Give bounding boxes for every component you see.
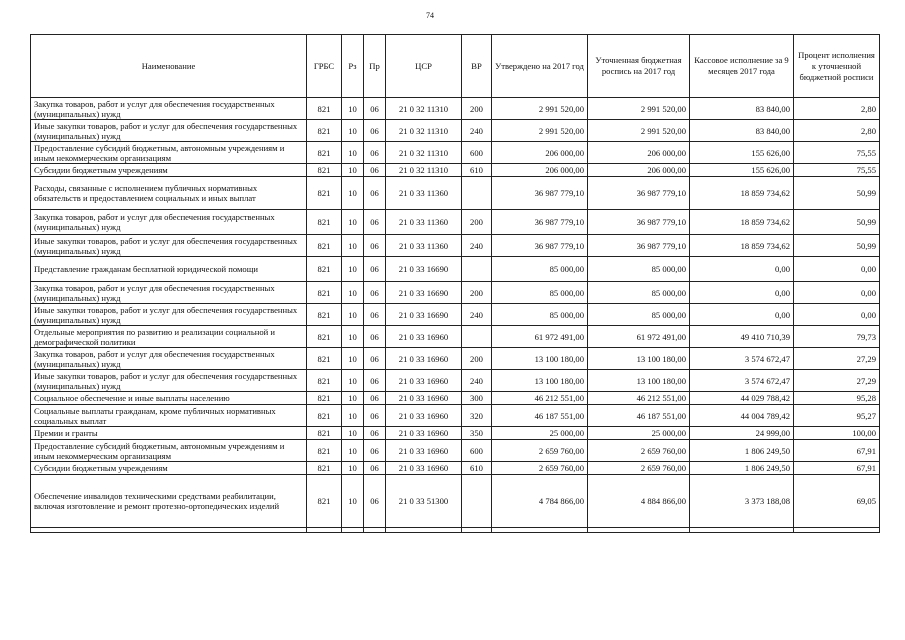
cell-name: Расходы, связанные с исполнением публичных нормативных обязательств и предоставлением социальных и иных выплат xyxy=(31,177,307,210)
table-row xyxy=(31,142,880,164)
empty-cell xyxy=(690,528,794,533)
cell-name: Социальное обеспечение и иные выплаты населению xyxy=(31,392,307,405)
cell-name: Иные закупки товаров, работ и услуг для обеспечения государственных (муниципальных) нужд xyxy=(31,120,307,142)
cell-rz: 10 xyxy=(342,120,364,142)
cell-refined: 206 000,00 xyxy=(588,142,690,164)
cell-pr: 06 xyxy=(364,440,386,462)
empty-cell xyxy=(307,528,342,533)
cell-vr: 200 xyxy=(462,348,492,370)
cell-refined: 2 991 520,00 xyxy=(588,120,690,142)
cell-refined: 61 972 491,00 xyxy=(588,326,690,348)
cell-name: Отдельные мероприятия по развитию и реализации социальной и демографической политики xyxy=(31,326,307,348)
table-trailing-row xyxy=(31,528,880,533)
cell-rz: 10 xyxy=(342,257,364,282)
cell-approved: 36 987 779,10 xyxy=(492,235,588,257)
table-row xyxy=(31,304,880,326)
cell-cash: 155 626,00 xyxy=(690,142,794,164)
cell-pr: 06 xyxy=(364,282,386,304)
cell-grbs: 821 xyxy=(307,120,342,142)
cell-approved: 2 659 760,00 xyxy=(492,462,588,475)
table-row xyxy=(31,235,880,257)
cell-cash: 3 574 672,47 xyxy=(690,370,794,392)
cell-approved: 46 187 551,00 xyxy=(492,405,588,427)
cell-name: Предоставление субсидий бюджетным, автономным учреждениям и иным некоммерческим организациям xyxy=(31,440,307,462)
cell-percent: 27,29 xyxy=(794,348,880,370)
table-row xyxy=(31,348,880,370)
cell-name: Закупка товаров, работ и услуг для обеспечения государственных (муниципальных) нужд xyxy=(31,210,307,235)
cell-grbs: 821 xyxy=(307,177,342,210)
empty-cell xyxy=(342,528,364,533)
cell-csr: 21 0 33 16690 xyxy=(386,304,462,326)
cell-vr: 240 xyxy=(462,304,492,326)
cell-refined: 46 212 551,00 xyxy=(588,392,690,405)
cell-vr: 350 xyxy=(462,427,492,440)
cell-percent: 50,99 xyxy=(794,210,880,235)
cell-refined: 4 884 866,00 xyxy=(588,475,690,528)
cell-vr: 200 xyxy=(462,210,492,235)
table-body xyxy=(31,98,880,533)
header-approved: Утверждено на 2017 год xyxy=(492,35,588,98)
cell-approved: 85 000,00 xyxy=(492,304,588,326)
cell-refined: 13 100 180,00 xyxy=(588,348,690,370)
cell-rz: 10 xyxy=(342,440,364,462)
cell-pr: 06 xyxy=(364,257,386,282)
cell-csr: 21 0 32 11310 xyxy=(386,98,462,120)
cell-rz: 10 xyxy=(342,392,364,405)
cell-pr: 06 xyxy=(364,164,386,177)
table-row xyxy=(31,405,880,427)
cell-vr xyxy=(462,475,492,528)
table-row xyxy=(31,282,880,304)
cell-percent: 95,27 xyxy=(794,405,880,427)
table-row xyxy=(31,392,880,405)
cell-percent: 50,99 xyxy=(794,177,880,210)
cell-approved: 61 972 491,00 xyxy=(492,326,588,348)
cell-name: Представление гражданам бесплатной юридической помощи xyxy=(31,257,307,282)
cell-csr: 21 0 33 11360 xyxy=(386,177,462,210)
cell-grbs: 821 xyxy=(307,304,342,326)
cell-csr: 21 0 33 16960 xyxy=(386,405,462,427)
cell-vr: 200 xyxy=(462,98,492,120)
cell-approved: 36 987 779,10 xyxy=(492,177,588,210)
cell-grbs: 821 xyxy=(307,348,342,370)
cell-vr: 240 xyxy=(462,120,492,142)
cell-percent: 95,28 xyxy=(794,392,880,405)
cell-csr: 21 0 33 16690 xyxy=(386,282,462,304)
cell-rz: 10 xyxy=(342,405,364,427)
cell-approved: 2 659 760,00 xyxy=(492,440,588,462)
cell-csr: 21 0 33 16960 xyxy=(386,370,462,392)
cell-percent: 79,73 xyxy=(794,326,880,348)
cell-cash: 0,00 xyxy=(690,257,794,282)
cell-cash: 1 806 249,50 xyxy=(690,462,794,475)
cell-vr: 600 xyxy=(462,142,492,164)
cell-percent: 100,00 xyxy=(794,427,880,440)
cell-cash: 18 859 734,62 xyxy=(690,210,794,235)
cell-vr: 610 xyxy=(462,462,492,475)
cell-pr: 06 xyxy=(364,98,386,120)
cell-grbs: 821 xyxy=(307,392,342,405)
cell-csr: 21 0 33 11360 xyxy=(386,210,462,235)
table-row xyxy=(31,164,880,177)
cell-refined: 2 659 760,00 xyxy=(588,462,690,475)
cell-pr: 06 xyxy=(364,462,386,475)
table-row xyxy=(31,120,880,142)
table-row xyxy=(31,98,880,120)
cell-name: Закупка товаров, работ и услуг для обеспечения государственных (муниципальных) нужд xyxy=(31,98,307,120)
cell-name: Закупка товаров, работ и услуг для обеспечения государственных (муниципальных) нужд xyxy=(31,282,307,304)
cell-rz: 10 xyxy=(342,177,364,210)
page-number: 74 xyxy=(426,11,434,20)
cell-approved: 206 000,00 xyxy=(492,164,588,177)
cell-refined: 85 000,00 xyxy=(588,282,690,304)
cell-refined: 36 987 779,10 xyxy=(588,210,690,235)
cell-approved: 46 212 551,00 xyxy=(492,392,588,405)
header-vr: ВР xyxy=(462,35,492,98)
empty-cell xyxy=(386,528,462,533)
cell-percent: 27,29 xyxy=(794,370,880,392)
cell-name: Социальные выплаты гражданам, кроме публичных нормативных социальных выплат xyxy=(31,405,307,427)
cell-cash: 155 626,00 xyxy=(690,164,794,177)
empty-cell xyxy=(364,528,386,533)
cell-vr: 240 xyxy=(462,370,492,392)
cell-approved: 85 000,00 xyxy=(492,257,588,282)
cell-csr: 21 0 33 16960 xyxy=(386,326,462,348)
cell-rz: 10 xyxy=(342,462,364,475)
cell-grbs: 821 xyxy=(307,142,342,164)
cell-pr: 06 xyxy=(364,348,386,370)
cell-csr: 21 0 33 16690 xyxy=(386,257,462,282)
cell-refined: 36 987 779,10 xyxy=(588,235,690,257)
cell-name: Иные закупки товаров, работ и услуг для обеспечения государственных (муниципальных) нужд xyxy=(31,235,307,257)
cell-vr xyxy=(462,257,492,282)
empty-cell xyxy=(31,528,307,533)
cell-grbs: 821 xyxy=(307,257,342,282)
cell-refined: 13 100 180,00 xyxy=(588,370,690,392)
cell-name: Предоставление субсидий бюджетным, автономным учреждениям и иным некоммерческим организациям xyxy=(31,142,307,164)
cell-pr: 06 xyxy=(364,177,386,210)
cell-vr: 300 xyxy=(462,392,492,405)
cell-csr: 21 0 32 11310 xyxy=(386,120,462,142)
cell-vr: 200 xyxy=(462,282,492,304)
cell-refined: 2 659 760,00 xyxy=(588,440,690,462)
cell-refined: 25 000,00 xyxy=(588,427,690,440)
cell-grbs: 821 xyxy=(307,440,342,462)
cell-cash: 18 859 734,62 xyxy=(690,235,794,257)
cell-rz: 10 xyxy=(342,370,364,392)
cell-vr: 240 xyxy=(462,235,492,257)
cell-rz: 10 xyxy=(342,304,364,326)
cell-csr: 21 0 33 51300 xyxy=(386,475,462,528)
cell-name: Субсидии бюджетным учреждениям xyxy=(31,164,307,177)
cell-grbs: 821 xyxy=(307,462,342,475)
cell-rz: 10 xyxy=(342,475,364,528)
cell-refined: 46 187 551,00 xyxy=(588,405,690,427)
cell-percent: 75,55 xyxy=(794,164,880,177)
cell-percent: 67,91 xyxy=(794,462,880,475)
cell-cash: 24 999,00 xyxy=(690,427,794,440)
cell-approved: 2 991 520,00 xyxy=(492,120,588,142)
cell-percent: 50,99 xyxy=(794,235,880,257)
cell-grbs: 821 xyxy=(307,475,342,528)
cell-name: Иные закупки товаров, работ и услуг для обеспечения государственных (муниципальных) нужд xyxy=(31,370,307,392)
cell-approved: 13 100 180,00 xyxy=(492,370,588,392)
cell-name: Иные закупки товаров, работ и услуг для обеспечения государственных (муниципальных) нужд xyxy=(31,304,307,326)
cell-pr: 06 xyxy=(364,120,386,142)
table-row xyxy=(31,177,880,210)
cell-pr: 06 xyxy=(364,210,386,235)
cell-rz: 10 xyxy=(342,282,364,304)
cell-pr: 06 xyxy=(364,392,386,405)
cell-grbs: 821 xyxy=(307,235,342,257)
cell-csr: 21 0 33 11360 xyxy=(386,235,462,257)
cell-rz: 10 xyxy=(342,326,364,348)
cell-rz: 10 xyxy=(342,164,364,177)
empty-cell xyxy=(492,528,588,533)
table-row xyxy=(31,326,880,348)
cell-percent: 75,55 xyxy=(794,142,880,164)
cell-percent: 0,00 xyxy=(794,257,880,282)
cell-pr: 06 xyxy=(364,405,386,427)
empty-cell xyxy=(588,528,690,533)
cell-pr: 06 xyxy=(364,235,386,257)
table-row xyxy=(31,370,880,392)
cell-grbs: 821 xyxy=(307,210,342,235)
cell-cash: 3 574 672,47 xyxy=(690,348,794,370)
cell-vr xyxy=(462,326,492,348)
header-csr: ЦСР xyxy=(386,35,462,98)
cell-csr: 21 0 32 11310 xyxy=(386,142,462,164)
table-row xyxy=(31,257,880,282)
empty-cell xyxy=(462,528,492,533)
cell-percent: 69,05 xyxy=(794,475,880,528)
cell-pr: 06 xyxy=(364,475,386,528)
cell-approved: 4 784 866,00 xyxy=(492,475,588,528)
cell-grbs: 821 xyxy=(307,282,342,304)
cell-rz: 10 xyxy=(342,348,364,370)
header-cash: Кассовое исполнение за 9 месяцев 2017 года xyxy=(690,35,794,98)
cell-vr: 320 xyxy=(462,405,492,427)
cell-cash: 0,00 xyxy=(690,304,794,326)
cell-name: Субсидии бюджетным учреждениям xyxy=(31,462,307,475)
cell-approved: 85 000,00 xyxy=(492,282,588,304)
cell-approved: 36 987 779,10 xyxy=(492,210,588,235)
cell-name: Закупка товаров, работ и услуг для обеспечения государственных (муниципальных) нужд xyxy=(31,348,307,370)
header-pr: Пр xyxy=(364,35,386,98)
cell-cash: 0,00 xyxy=(690,282,794,304)
cell-pr: 06 xyxy=(364,142,386,164)
cell-grbs: 821 xyxy=(307,370,342,392)
cell-csr: 21 0 33 16960 xyxy=(386,440,462,462)
header-name: Наименование xyxy=(31,35,307,98)
header-rz: Рз xyxy=(342,35,364,98)
table-row xyxy=(31,427,880,440)
cell-grbs: 821 xyxy=(307,326,342,348)
cell-rz: 10 xyxy=(342,427,364,440)
budget-execution-table xyxy=(30,34,880,533)
empty-cell xyxy=(794,528,880,533)
table-header-row xyxy=(31,35,880,98)
cell-refined: 2 991 520,00 xyxy=(588,98,690,120)
header-refined: Уточненная бюджетная роспись на 2017 год xyxy=(588,35,690,98)
cell-rz: 10 xyxy=(342,235,364,257)
cell-approved: 206 000,00 xyxy=(492,142,588,164)
cell-approved: 13 100 180,00 xyxy=(492,348,588,370)
cell-csr: 21 0 33 16960 xyxy=(386,348,462,370)
cell-cash: 49 410 710,39 xyxy=(690,326,794,348)
cell-refined: 206 000,00 xyxy=(588,164,690,177)
cell-rz: 10 xyxy=(342,98,364,120)
cell-name: Обеспечение инвалидов техническими средствами реабилитации, включая изготовление и ремонт протезно-ортопедических изделий xyxy=(31,475,307,528)
table-row xyxy=(31,440,880,462)
table-row xyxy=(31,475,880,528)
cell-percent: 2,80 xyxy=(794,120,880,142)
cell-vr xyxy=(462,177,492,210)
cell-csr: 21 0 33 16960 xyxy=(386,427,462,440)
cell-rz: 10 xyxy=(342,210,364,235)
cell-pr: 06 xyxy=(364,370,386,392)
cell-refined: 36 987 779,10 xyxy=(588,177,690,210)
cell-pr: 06 xyxy=(364,427,386,440)
cell-vr: 600 xyxy=(462,440,492,462)
cell-percent: 2,80 xyxy=(794,98,880,120)
cell-grbs: 821 xyxy=(307,427,342,440)
cell-pr: 06 xyxy=(364,326,386,348)
cell-refined: 85 000,00 xyxy=(588,257,690,282)
cell-approved: 25 000,00 xyxy=(492,427,588,440)
cell-pr: 06 xyxy=(364,304,386,326)
cell-cash: 83 840,00 xyxy=(690,120,794,142)
cell-grbs: 821 xyxy=(307,405,342,427)
header-percent: Процент исполнения к уточненной бюджетной росписи xyxy=(794,35,880,98)
cell-cash: 44 029 788,42 xyxy=(690,392,794,405)
cell-refined: 85 000,00 xyxy=(588,304,690,326)
cell-percent: 0,00 xyxy=(794,282,880,304)
cell-csr: 21 0 33 16960 xyxy=(386,392,462,405)
cell-cash: 18 859 734,62 xyxy=(690,177,794,210)
header-grbs: ГРБС xyxy=(307,35,342,98)
cell-approved: 2 991 520,00 xyxy=(492,98,588,120)
table-row xyxy=(31,210,880,235)
cell-rz: 10 xyxy=(342,142,364,164)
cell-percent: 0,00 xyxy=(794,304,880,326)
cell-cash: 83 840,00 xyxy=(690,98,794,120)
cell-name: Премии и гранты xyxy=(31,427,307,440)
cell-percent: 67,91 xyxy=(794,440,880,462)
cell-csr: 21 0 32 11310 xyxy=(386,164,462,177)
cell-vr: 610 xyxy=(462,164,492,177)
table-row xyxy=(31,462,880,475)
cell-csr: 21 0 33 16960 xyxy=(386,462,462,475)
cell-grbs: 821 xyxy=(307,164,342,177)
cell-cash: 3 373 188,08 xyxy=(690,475,794,528)
cell-grbs: 821 xyxy=(307,98,342,120)
cell-cash: 1 806 249,50 xyxy=(690,440,794,462)
cell-cash: 44 004 789,42 xyxy=(690,405,794,427)
